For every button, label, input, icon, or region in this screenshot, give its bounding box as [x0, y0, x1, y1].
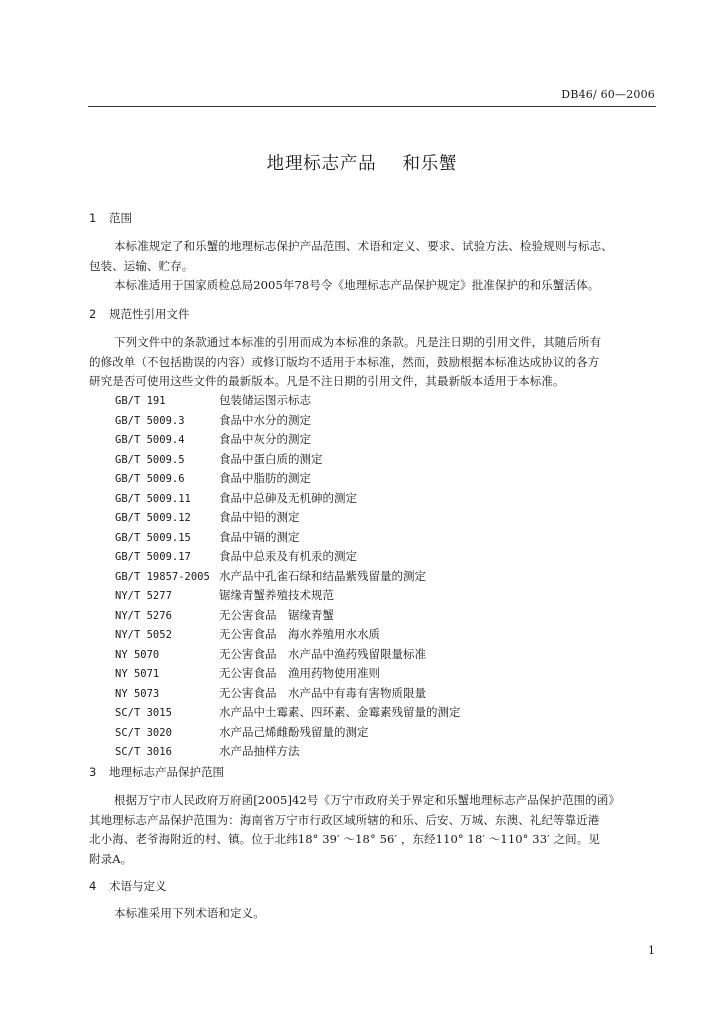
reference-title: 食品中镉的测定 — [219, 529, 300, 544]
reference-item — [115, 469, 675, 489]
reference-item — [115, 723, 675, 743]
reference-item — [115, 391, 675, 411]
reference-code: GB/T 5009.17 — [115, 551, 191, 563]
reference-title: 食品中总砷及无机砷的测定 — [219, 490, 357, 505]
section-1-heading — [89, 210, 132, 226]
reference-code: SC/T 3020 — [115, 726, 172, 739]
reference-code: NY 5070 — [115, 648, 160, 661]
reference-title: 食品中铅的测定 — [219, 510, 300, 524]
reference-code: NY 5071 — [115, 668, 160, 680]
reference-code: NY/T 5276 — [115, 609, 172, 622]
section-title: 地理标志产品保护范围 — [109, 765, 224, 779]
text-line: 包装、运输、贮存。 — [89, 258, 194, 273]
reference-code: GB/T 5009.15 — [115, 531, 191, 544]
reference-item — [115, 586, 675, 606]
reference-title: 无公害食品 渔用药物使用准则 — [219, 666, 380, 680]
section-2-heading — [89, 306, 190, 322]
section-3-paragraph-1 — [89, 791, 657, 869]
reference-title: 无公害食品 水产品中渔药残留限量标准 — [219, 646, 426, 661]
reference-item — [115, 450, 675, 470]
page-title — [0, 150, 724, 175]
reference-item — [115, 508, 675, 528]
reference-title: 无公害食品 锯缘青蟹 — [219, 607, 334, 622]
reference-item — [115, 664, 675, 684]
text-line: 研究是否可使用这些文件的最新版本。凡是不注日期的引用文件，其最新版本适用于本标准。 — [89, 374, 565, 388]
reference-title: 食品中蛋白质的测定 — [219, 451, 323, 466]
reference-item — [115, 684, 675, 704]
reference-title: 水产品中土霉素、四环素、金霉素残留量的测定 — [219, 705, 461, 719]
section-number: 2 — [89, 307, 97, 321]
reference-item — [115, 703, 675, 723]
section-2-paragraph-1 — [89, 333, 657, 392]
reference-item — [115, 489, 675, 509]
section-number: 4 — [89, 879, 97, 893]
reference-item — [115, 567, 675, 587]
reference-title: 水产品中孔雀石绿和结晶紫残留量的测定 — [219, 568, 426, 583]
reference-code: GB/T 5009.5 — [115, 453, 185, 466]
section-1-paragraph-2 — [89, 276, 657, 296]
document-code: DB46/ 60—2006 — [561, 88, 655, 101]
title-part-1: 地理标志产品 — [266, 154, 377, 174]
section-number: 1 — [89, 211, 97, 225]
reference-title: 包装储运图示标志 — [219, 393, 311, 407]
reference-title: 食品中脂肪的测定 — [219, 471, 311, 485]
reference-title: 食品中灰分的测定 — [219, 432, 311, 446]
reference-item — [115, 606, 675, 626]
title-part-2: 和乐蟹 — [402, 154, 458, 174]
text-line: 附录A。 — [89, 851, 133, 866]
reference-code: GB/T 5009.4 — [115, 434, 185, 446]
reference-item — [115, 411, 675, 431]
reference-code: GB/T 5009.6 — [115, 473, 185, 485]
reference-code: NY 5073 — [115, 687, 160, 700]
page-number: 1 — [648, 944, 655, 957]
reference-item — [115, 430, 675, 450]
reference-item — [115, 547, 675, 567]
text-line: 北小海、老爷海附近的村、镇。位于北纬18° 39′ ～18° 56′ ，东经110° 18′ ～110° 33′ 之间。见 — [89, 832, 600, 846]
reference-code: GB/T 5009.11 — [115, 492, 191, 505]
text-line: 的修改单（不包括勘误的内容）或修订版均不适用于本标准，然而，鼓励根据本标准达成协议的各方 — [89, 354, 600, 369]
text-line: 本标准适用于国家质检总局2005年78号令《地理标志产品保护规定》批准保护的和乐蟹活体。 — [114, 278, 600, 292]
section-title: 范围 — [109, 211, 132, 225]
reference-title: 食品中水分的测定 — [219, 412, 311, 427]
section-number: 3 — [89, 765, 97, 779]
reference-code: SC/T 3015 — [115, 707, 172, 719]
reference-code: NY/T 5052 — [115, 629, 172, 641]
reference-title: 食品中总汞及有机汞的测定 — [219, 549, 357, 563]
section-4-paragraph-1 — [89, 904, 657, 924]
reference-code: GB/T 5009.12 — [115, 512, 191, 524]
header-rule — [88, 106, 656, 107]
reference-item — [115, 645, 675, 665]
reference-title: 水产品己烯雌酚残留量的测定 — [219, 724, 369, 739]
reference-item — [115, 625, 675, 645]
text-line: 下列文件中的条款通过本标准的引用而成为本标准的条款。凡是注日期的引用文件，其随后所有 — [114, 335, 602, 349]
reference-code: GB/T 191 — [115, 395, 166, 407]
section-1-paragraph-1 — [89, 237, 657, 276]
reference-title: 无公害食品 海水养殖用水水质 — [219, 627, 380, 641]
section-title: 规范性引用文件 — [109, 307, 190, 321]
text-line: 根据万宁市人民政府万府函[2005]42号《万宁市政府关于界定和乐蟹地理标志产品保护范围的函》 — [114, 793, 621, 807]
reference-code: NY/T 5277 — [115, 590, 172, 602]
reference-code: GB/T 5009.3 — [115, 414, 185, 427]
text-line: 本标准规定了和乐蟹的地理标志保护产品范围、术语和定义、要求、试验方法、检验规则与标志、 — [114, 239, 613, 253]
reference-title: 无公害食品 水产品中有毒有害物质限量 — [219, 685, 426, 700]
reference-code: SC/T 3016 — [115, 746, 172, 758]
reference-item — [115, 742, 675, 762]
reference-list — [115, 391, 675, 762]
section-3-heading — [89, 764, 224, 780]
section-4-heading — [89, 878, 167, 894]
reference-title: 水产品抽样方法 — [219, 744, 300, 758]
section-title: 术语与定义 — [109, 879, 167, 893]
reference-item — [115, 528, 675, 548]
text-line: 其地理标志产品保护范围为：海南省万宁市行政区域所辖的和乐、后安、万城、东澳、礼纪等靠近港 — [89, 812, 600, 827]
reference-code: GB/T 19857-2005 — [115, 570, 210, 583]
text-line: 本标准采用下列术语和定义。 — [114, 906, 265, 920]
reference-title: 锯缘青蟹养殖技术规范 — [219, 588, 334, 602]
